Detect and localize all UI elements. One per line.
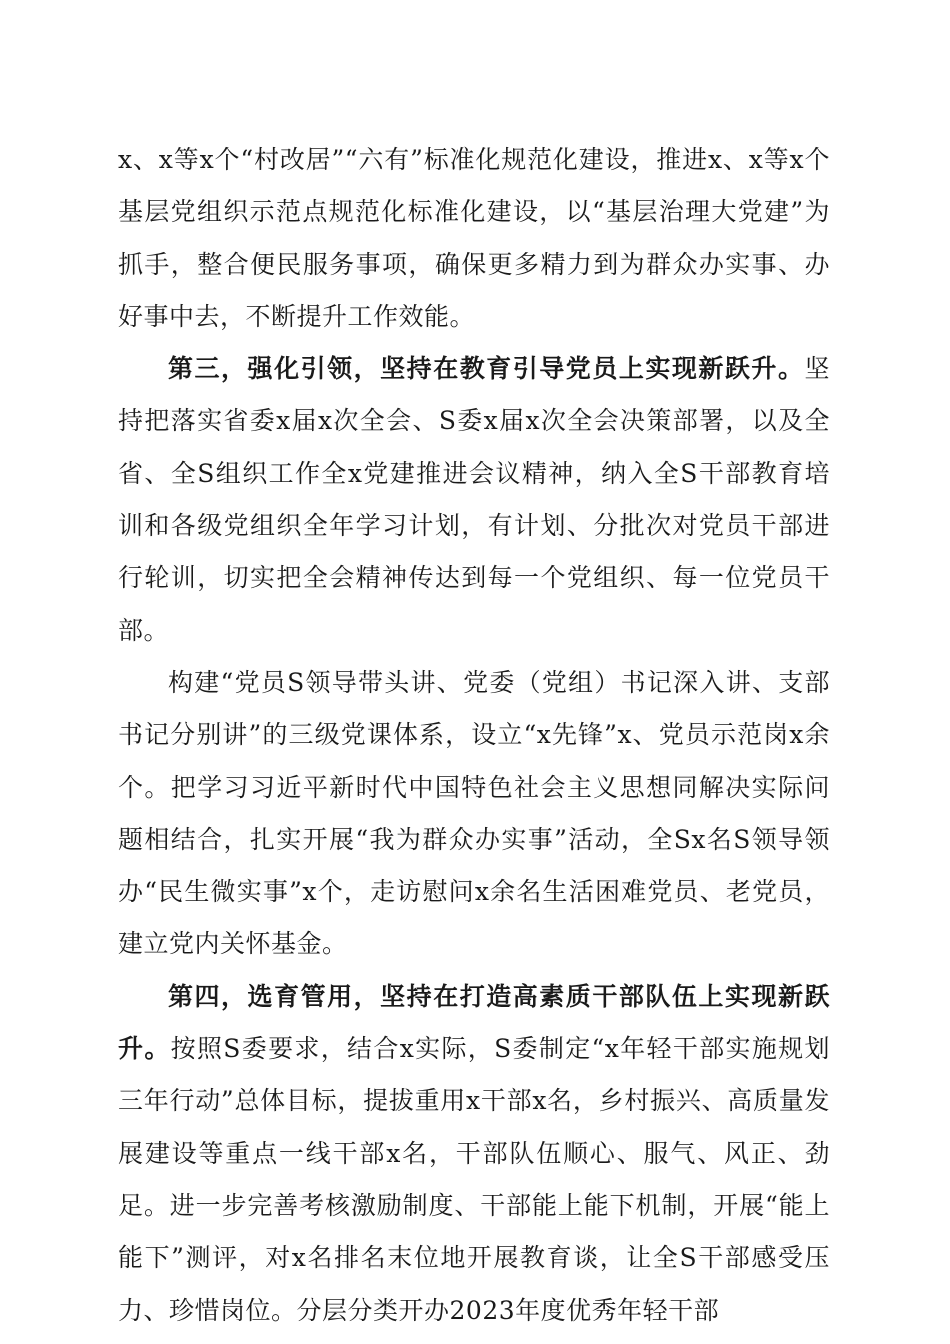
document-body	[118, 134, 830, 1337]
paragraph-section-three	[118, 343, 830, 657]
paragraph-text: 坚持把落实省委x届x次全会、S委x届x次全会决策部署，以及全省、全S组织工作全x党建推进会议精神，纳入全S干部教育培训和各级党组织全年学习计划，有计划、分批次对党员干部进行轮训，切实把全会精神传达到每一个党组织、每一位党员干部。	[118, 354, 830, 645]
paragraph-party-lecture	[118, 657, 830, 971]
paragraph-text: 按照S委要求，结合x实际，S委制定“x年轻干部实施规划三年行动”总体目标，提拔重用x干部x名，乡村振兴、高质量发展建设等重点一线干部x名，干部队伍顺心、服气、风正、劲足。进一步完善考核激励制度、干部能上能下机制，开展“能上能下”测评，对x名排名末位地开展教育谈，让全S干部感受压力、珍惜岗位。分层分类开办2023年度优秀年轻干部	[118, 1034, 830, 1325]
paragraph-section-four	[118, 971, 830, 1337]
paragraph-text: 构建“党员S领导带头讲、党委（党组）书记深入讲、支部书记分别讲”的三级党课体系，设立“x先锋”x、党员示范岗x余个。把学习习近平新时代中国特色社会主义思想同解决实际问题相结合，扎实开展“我为群众办实事”活动，全Sx名S领导领办“民生微实事”x个，走访慰问x余名生活困难党员、老党员，建立党内关怀基金。	[118, 667, 830, 959]
section-heading: 第四，选育管用，坚持在打造高素质干部队伍上实现新跃升。	[118, 981, 830, 1064]
paragraph-text: x、x等x个“村改居”“六有”标准化规范化建设，推进x、x等x个基层党组织示范点规范化标准化建设，以“基层治理大党建”为抓手，整合便民服务事项，确保更多精力到为群众办实事、办好事中去，不断提升工作效能。	[118, 145, 830, 331]
section-heading: 第三，强化引领，坚持在教育引导党员上实现新跃升。	[168, 354, 805, 384]
paragraph-continuation	[118, 134, 830, 343]
